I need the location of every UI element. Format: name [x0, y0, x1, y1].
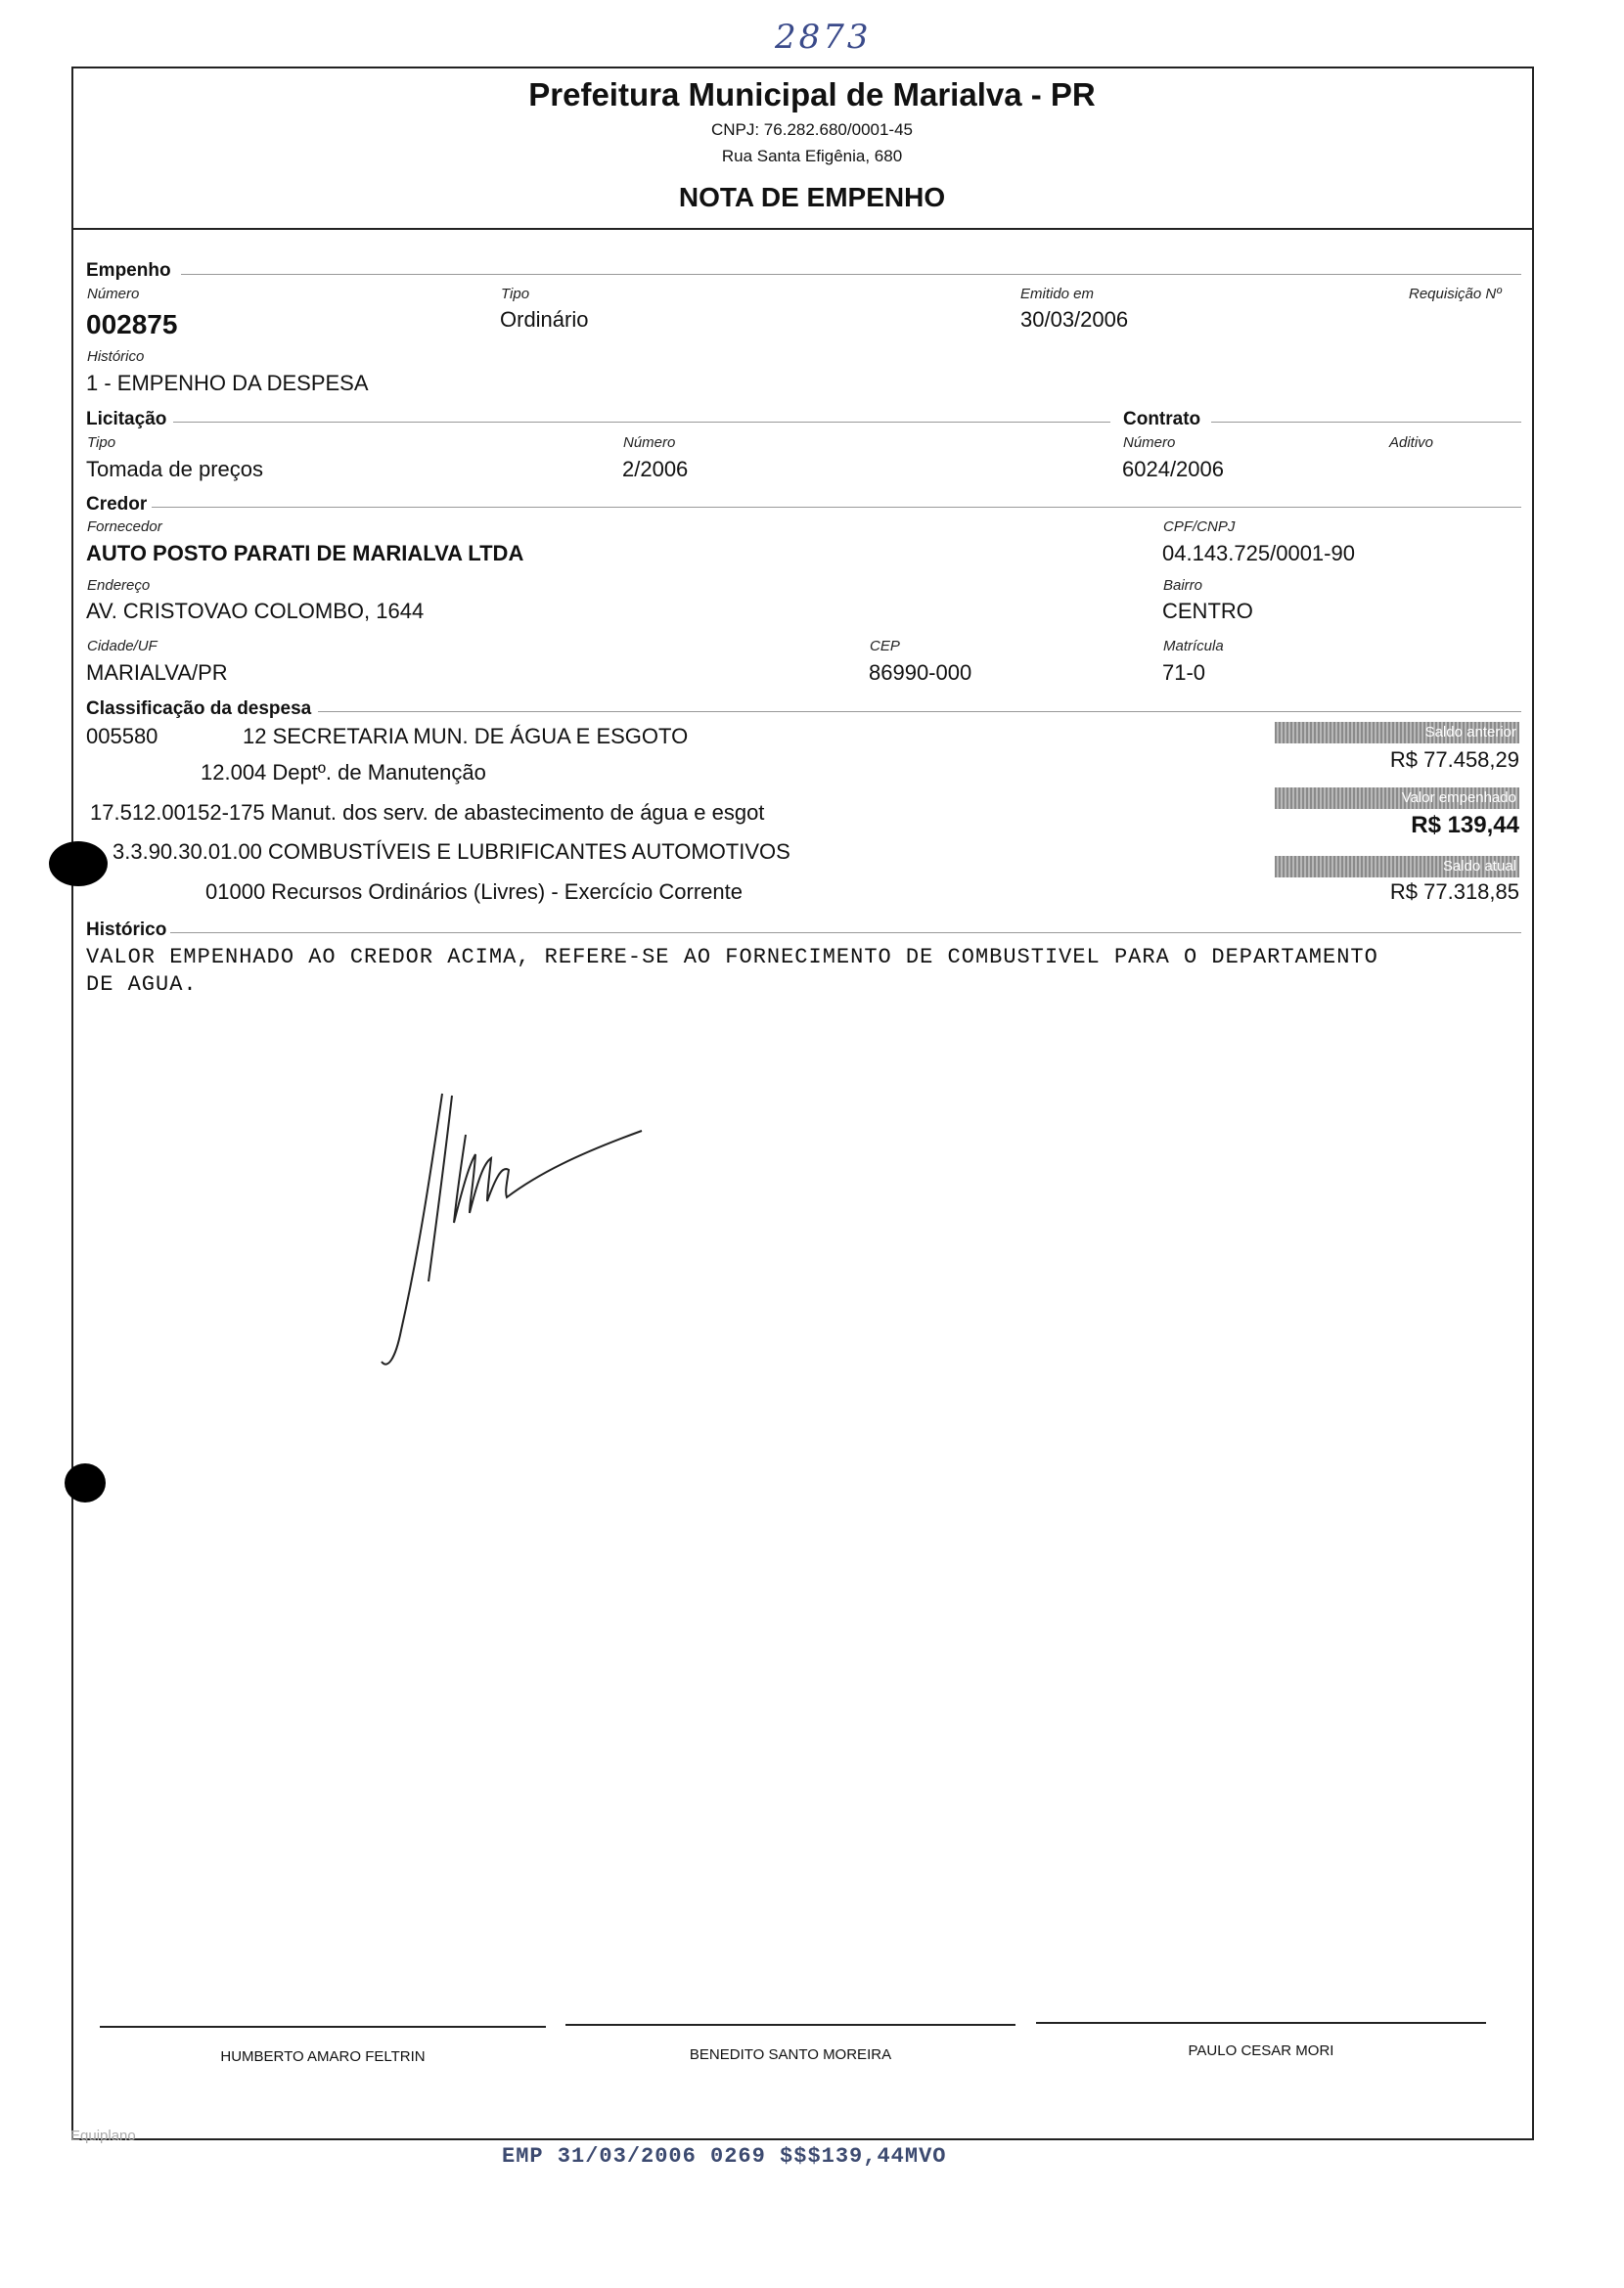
contrato-numero-label: Número	[1123, 434, 1176, 451]
saldo-anterior-value: R$ 77.458,29	[1389, 747, 1519, 772]
empenho-numero-label: Número	[87, 286, 140, 302]
matricula-label: Matrícula	[1163, 638, 1224, 654]
historico-line-1: VALOR EMPENHADO AO CREDOR ACIMA, REFERE-SE AO FORNECIMENTO DE COMBUSTIVEL PARA O DEPARTAMENTO	[86, 945, 1378, 969]
binder-hole-top	[49, 841, 108, 886]
signatory-1: HUMBERTO AMARO FELTRIN	[220, 2048, 426, 2065]
signature-line-2	[565, 2024, 1015, 2026]
empenho-tipo: Ordinário	[500, 307, 589, 332]
signature-line-1	[100, 2026, 546, 2028]
cidade-value: MARIALVA/PR	[86, 660, 228, 685]
licitacao-tipo-label: Tipo	[87, 434, 116, 451]
document-title: NOTA DE EMPENHO	[678, 182, 946, 212]
aditivo-label: Aditivo	[1389, 434, 1434, 451]
empenho-historico: 1 - EMPENHO DA DESPESA	[86, 371, 369, 395]
handwritten-signature	[372, 1076, 665, 1389]
bairro-value: CENTRO	[1162, 599, 1253, 623]
header-divider	[71, 228, 1534, 230]
section-credor: Credor	[86, 494, 148, 515]
historico-line-2: DE AGUA.	[86, 972, 198, 997]
signatory-3: PAULO CESAR MORI	[1188, 2042, 1334, 2059]
saldo-atual-label: Saldo atual	[1275, 856, 1519, 877]
section-contrato: Contrato	[1123, 409, 1201, 429]
saldo-atual-value: R$ 77.318,85	[1389, 879, 1519, 904]
handwritten-page-number: 2873	[775, 18, 872, 57]
endereco-label: Endereço	[87, 577, 151, 594]
signatory-2: BENEDITO SANTO MOREIRA	[689, 2046, 892, 2063]
footer-brand: Equiplano	[70, 2128, 136, 2144]
signature-line-3	[1036, 2022, 1486, 2024]
licitacao-tipo: Tomada de preços	[86, 457, 263, 481]
cep-label: CEP	[870, 638, 900, 654]
cep-value: 86990-000	[869, 660, 972, 685]
cpf-value: 04.143.725/0001-90	[1162, 541, 1355, 565]
fornecedor-label: Fornecedor	[87, 518, 162, 535]
empenho-numero: 002875	[86, 309, 178, 339]
licitacao-numero: 2/2006	[622, 457, 689, 481]
classificacao-funcional: 17.512.00152-175 Manut. dos serv. de abastecimento de água e esgot	[90, 800, 765, 825]
endereco-value: AV. CRISTOVAO COLOMBO, 1644	[86, 599, 425, 623]
bank-stamp: EMP 31/03/2006 0269 $$$139,44MVO	[502, 2144, 947, 2169]
contrato-numero: 6024/2006	[1122, 457, 1224, 481]
binder-hole-bottom	[65, 1463, 106, 1503]
bairro-label: Bairro	[1163, 577, 1203, 594]
classificacao-natureza: 3.3.90.30.01.00 COMBUSTÍVEIS E LUBRIFICANTES AUTOMOTIVOS	[113, 839, 790, 864]
classificacao-code: 005580	[86, 724, 158, 748]
requisicao-label: Requisição Nº	[1409, 286, 1502, 302]
section-empenho: Empenho	[86, 260, 171, 281]
classificacao-secretaria: 12 SECRETARIA MUN. DE ÁGUA E ESGOTO	[243, 724, 689, 748]
section-classificacao: Classificação da despesa	[86, 698, 312, 719]
section-licitacao: Licitação	[86, 409, 167, 429]
classificacao-departamento: 12.004 Deptº. de Manutenção	[201, 760, 486, 785]
emitido-label: Emitido em	[1020, 286, 1095, 302]
licitacao-numero-label: Número	[623, 434, 676, 451]
cnpj-text: CNPJ: 76.282.680/0001-45	[710, 120, 914, 139]
cpf-label: CPF/CNPJ	[1163, 518, 1236, 535]
section-historico: Histórico	[86, 920, 167, 940]
empenho-tipo-label: Tipo	[501, 286, 530, 302]
emitido-date: 30/03/2006	[1020, 307, 1129, 332]
empenho-historico-label: Histórico	[87, 348, 145, 365]
matricula-value: 71-0	[1162, 660, 1206, 685]
fornecedor-name: AUTO POSTO PARATI DE MARIALVA LTDA	[86, 541, 524, 565]
saldo-anterior-label: Saldo anterior	[1275, 722, 1519, 743]
address-text: Rua Santa Efigênia, 680	[721, 147, 903, 165]
page-title: Prefeitura Municipal de Marialva - PR	[528, 76, 1096, 112]
valor-empenhado-label: Valor empenhado	[1275, 787, 1519, 809]
valor-empenhado-value: R$ 139,44	[1411, 812, 1519, 838]
classificacao-recurso: 01000 Recursos Ordinários (Livres) - Exercício Corrente	[205, 879, 743, 904]
cidade-label: Cidade/UF	[87, 638, 158, 654]
